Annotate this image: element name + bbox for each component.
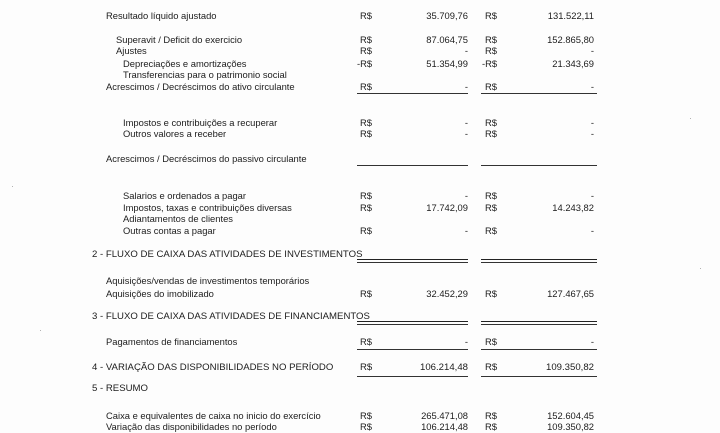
currency-2019: R$	[485, 421, 497, 432]
double-rule-2020	[357, 324, 468, 325]
total-rule-2020	[357, 376, 468, 377]
row-label: Acrescimos / Decréscimos do ativo circulante	[106, 81, 295, 92]
total-rule-2020	[357, 349, 468, 350]
section-heading-resumo	[0, 382, 720, 395]
currency-2019: R$	[485, 10, 497, 21]
currency-2019: R$	[485, 336, 497, 347]
row-outras-contas-a-pagar	[0, 224, 720, 237]
value-2019: 14.243,82	[552, 202, 594, 213]
total-rule-2020	[357, 259, 468, 260]
row-label: Caixa e equivalentes de caixa no inicio do exercício	[106, 410, 321, 421]
value-2020: -	[464, 128, 468, 139]
value-2020: -	[464, 336, 468, 347]
value-2020: 106.214,48	[421, 421, 468, 432]
value-2019: 127.467,65	[547, 288, 594, 299]
row-label: Impostos e contribuições a recuperar	[123, 117, 278, 128]
row-label: Outras contas a pagar	[123, 225, 216, 236]
scan-speck	[40, 330, 41, 331]
currency-2019: R$	[485, 117, 497, 128]
currency-2019: -R$	[482, 58, 498, 69]
section-title: 5 - RESUMO	[92, 383, 148, 394]
value-2020: -	[464, 225, 468, 236]
currency-2020: R$	[360, 190, 372, 201]
row-label: Superavit / Deficit do exercicio	[116, 34, 243, 45]
double-rule-2019	[481, 262, 597, 263]
value-2019: -	[590, 336, 594, 347]
row-label: Pagamentos de financiamentos	[106, 336, 238, 347]
total-rule-2019	[481, 321, 597, 322]
value-2019: -	[590, 128, 594, 139]
row-aquisicoes-imobilizado	[0, 287, 720, 300]
total-rule-2020	[357, 93, 468, 94]
value-2020: 265.471,08	[421, 410, 468, 421]
total-rule-2020	[357, 321, 468, 322]
value-2020: -	[464, 45, 468, 56]
value-2019: -	[590, 81, 594, 92]
row-label: Transferencias para o patrimonio social	[123, 69, 287, 80]
row-label: Ajustes	[116, 45, 147, 56]
value-2019: 109.350,82	[547, 421, 594, 432]
currency-2020: R$	[360, 128, 372, 139]
value-2019: -	[590, 190, 594, 201]
currency-2020: R$	[360, 410, 372, 421]
currency-2020: -R$	[357, 58, 373, 69]
double-rule-2020	[357, 262, 468, 263]
currency-2020: R$	[360, 362, 373, 373]
currency-2019: R$	[485, 34, 497, 45]
row-label: Adiantamentos de clientes	[123, 213, 233, 224]
double-rule-2019	[481, 324, 597, 325]
row-label: Depreciações e amortizações	[123, 58, 247, 69]
row-label: Resultado líquido ajustado	[106, 10, 217, 21]
row-acrescimos-ativo-circulante	[0, 80, 720, 93]
currency-2020: R$	[360, 336, 372, 347]
row-ajustes	[0, 44, 720, 57]
row-label: Salarios e ordenados a pagar	[123, 190, 247, 201]
value-2020: -	[464, 190, 468, 201]
value-2020: -	[464, 117, 468, 128]
scan-speck	[700, 268, 701, 269]
row-label: Outros valores a receber	[123, 128, 227, 139]
value-2019: -	[590, 117, 594, 128]
value-2020: 51.354,99	[426, 58, 468, 69]
value-2020: 17.742,09	[426, 202, 468, 213]
currency-2019: R$	[485, 288, 497, 299]
currency-2019: R$	[485, 45, 497, 56]
currency-2019: R$	[485, 81, 497, 92]
row-aquisicoes-vendas-investimentos	[0, 274, 720, 287]
currency-2020: R$	[360, 421, 372, 432]
row-label: Impostos, taxas e contribuições diversas	[123, 202, 292, 213]
currency-2019: R$	[485, 410, 497, 421]
scan-speck	[690, 118, 691, 119]
total-rule-2019	[481, 93, 597, 94]
value-2020: 32.452,29	[426, 288, 468, 299]
value-2019: 152.604,45	[547, 410, 594, 421]
currency-2019: R$	[485, 362, 498, 373]
value-2020: 87.064,75	[426, 34, 468, 45]
currency-2020: R$	[360, 10, 372, 21]
currency-2019: R$	[485, 190, 497, 201]
section-title: 2 - FLUXO DE CAIXA DAS ATIVIDADES DE INVESTIMENTOS	[92, 249, 363, 260]
currency-2019: R$	[485, 128, 497, 139]
currency-2020: R$	[360, 202, 372, 213]
currency-2020: R$	[360, 45, 372, 56]
value-2019: -	[590, 225, 594, 236]
row-label: Aquisições do imobilizado	[106, 288, 214, 299]
section-heading-variacao-disponibilidades	[0, 361, 720, 374]
currency-2020: R$	[360, 225, 372, 236]
value-2019: -	[590, 45, 594, 56]
row-label: Aquisições/vendas de investimentos temporários	[106, 275, 310, 286]
row-outros-valores-a-receber	[0, 127, 720, 140]
value-2019: 152.865,80	[547, 34, 594, 45]
row-pagamentos-financiamentos	[0, 335, 720, 348]
row-variacao-disponibilidades	[0, 420, 720, 433]
currency-2020: R$	[360, 34, 372, 45]
total-rule-2019	[481, 376, 597, 377]
currency-2019: R$	[485, 225, 497, 236]
currency-2019: R$	[485, 202, 497, 213]
total-rule-2019	[481, 349, 597, 350]
total-rule-2020	[357, 165, 468, 166]
value-2020: -	[464, 81, 468, 92]
section-title: 3 - FLUXO DE CAIXA DAS ATIVIDADES DE FINANCIAMENTOS	[92, 311, 370, 322]
total-rule-2019	[481, 165, 597, 166]
currency-2020: R$	[360, 117, 372, 128]
section-title: 4 - VARIAÇÃO DAS DISPONIBILIDADES NO PERÍODO	[92, 362, 334, 373]
currency-2020: R$	[360, 288, 372, 299]
total-rule-2019	[481, 259, 597, 260]
value-2019: 131.522,11	[547, 10, 594, 21]
value-2019: 21.343,69	[552, 58, 594, 69]
row-label: Variação das disponibilidades no período	[106, 421, 277, 432]
row-acrescimos-passivo-circulante	[0, 152, 720, 165]
currency-2020: R$	[360, 81, 372, 92]
scan-speck	[12, 186, 13, 187]
value-2019: 109.350,82	[545, 362, 594, 373]
value-2020: 106.214,48	[419, 362, 468, 373]
value-2020: 35.709,76	[426, 10, 468, 21]
row-label: Acrescimos / Decréscimos do passivo circulante	[106, 153, 307, 164]
row-resultado-liquido-ajustado	[0, 9, 720, 22]
